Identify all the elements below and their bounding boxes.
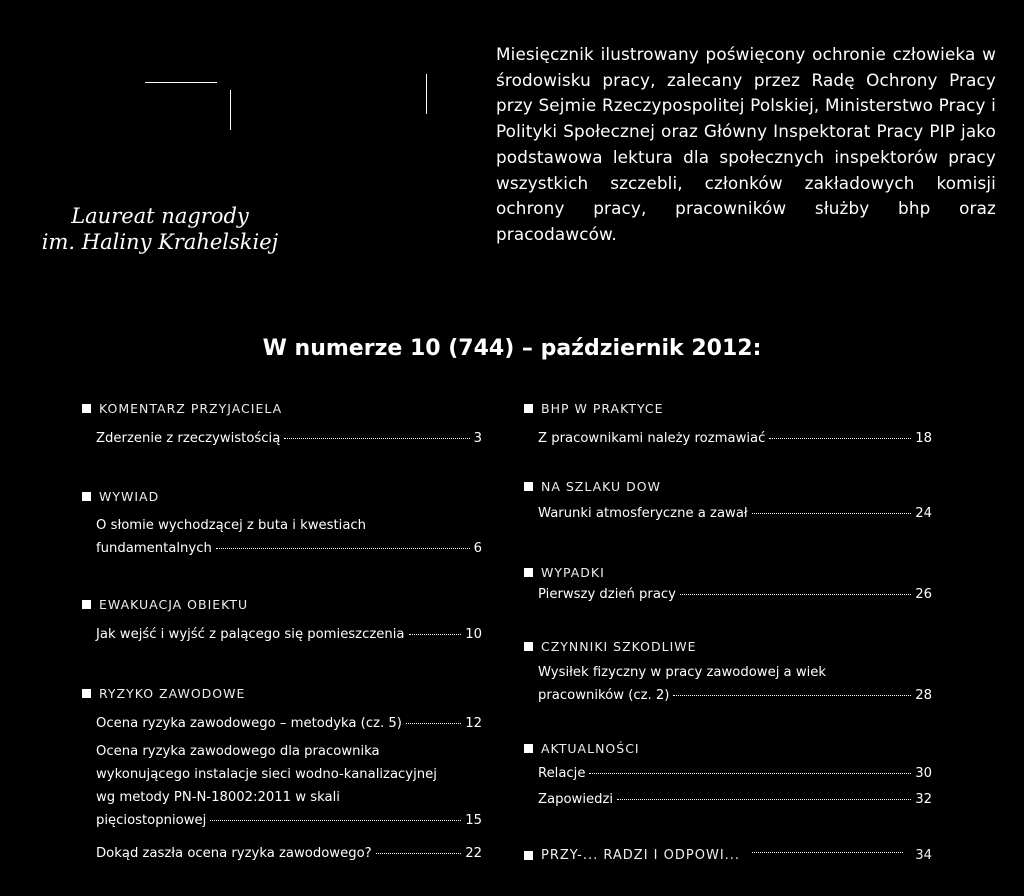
section-title: KOMENTARZ PRZYJACIELA bbox=[99, 400, 283, 416]
bullet-icon bbox=[82, 404, 91, 413]
entry-title: Zapowiedzi bbox=[538, 792, 614, 807]
entry-title: Ocena ryzyka zawodowego – metodyka (cz. 5) bbox=[96, 716, 402, 731]
entry-title: wykonującego instalacje sieci wodno-kanalizacyjnej bbox=[96, 767, 437, 782]
bullet-icon bbox=[524, 404, 533, 413]
toc-entry[interactable] bbox=[96, 514, 482, 560]
entry-title: Pierwszy dzień pracy bbox=[538, 587, 676, 602]
section-title: EWAKUACJA OBIEKTU bbox=[99, 596, 249, 612]
toc-entry[interactable] bbox=[96, 740, 482, 832]
toc-entry[interactable] bbox=[96, 712, 482, 735]
toc-section bbox=[524, 636, 932, 703]
bullet-icon bbox=[82, 600, 91, 609]
bullet-icon bbox=[82, 492, 91, 501]
bullet-icon bbox=[82, 689, 91, 698]
entry-title: Z pracownikami należy rozmawiać bbox=[538, 431, 766, 446]
section-title: RYZYKO ZAWODOWE bbox=[99, 685, 246, 701]
entry-title: Wysiłek fizyczny w pracy zawodowej a wiek bbox=[538, 665, 827, 680]
section-title: NA SZLAKU DOW bbox=[541, 478, 661, 494]
toc-section bbox=[524, 738, 932, 807]
entry-title: pracowników (cz. 2) bbox=[538, 688, 670, 703]
laureate-caption bbox=[40, 203, 280, 255]
bullet-icon bbox=[524, 568, 533, 577]
page-number: 15 bbox=[465, 813, 482, 828]
toc-section bbox=[524, 398, 932, 446]
page-number: 12 bbox=[465, 716, 482, 731]
entry-title: Dokąd zaszła ocena ryzyka zawodowego? bbox=[96, 846, 372, 861]
page-number: 30 bbox=[915, 766, 932, 781]
entry-title: O słomie wychodzącej z buta i kwestiach bbox=[96, 518, 367, 533]
issue-heading: W numerze 10 (744) – październik 2012: bbox=[262, 336, 762, 361]
bullet-icon bbox=[524, 851, 533, 860]
page-number: 6 bbox=[473, 541, 482, 556]
toc-entry[interactable] bbox=[538, 762, 932, 785]
entry-title: Ocena ryzyka zawodowego dla pracownika bbox=[96, 744, 380, 759]
toc-entry[interactable] bbox=[538, 427, 932, 450]
entry-title: Relacje bbox=[538, 766, 586, 781]
page-number: 32 bbox=[915, 792, 932, 807]
toc-entry[interactable] bbox=[538, 788, 932, 811]
entry-title: pięciostopniowej bbox=[96, 813, 207, 828]
page-number: 26 bbox=[915, 587, 932, 602]
toc-entry[interactable] bbox=[538, 583, 932, 606]
laureate-line-2: im. Haliny Krahelskiej bbox=[41, 230, 279, 254]
toc-section bbox=[524, 476, 932, 521]
toc-section[interactable] bbox=[524, 845, 932, 865]
toc-section bbox=[82, 486, 482, 556]
bullet-icon bbox=[524, 482, 533, 491]
toc-section bbox=[82, 683, 482, 861]
entry-title: wg metody PN-N-18002:2011 w skali bbox=[96, 790, 340, 805]
entry-title: Zderzenie z rzeczywistością bbox=[96, 431, 281, 446]
section-title: BHP W PRAKTYCE bbox=[541, 400, 664, 416]
toc-entry[interactable] bbox=[538, 661, 932, 707]
toc-section bbox=[82, 398, 482, 446]
intro-paragraph: Miesięcznik ilustrowany poświęcony ochronie człowieka w środowisku pracy, zalecany przez Radę Ochrony Pracy przy Sejmie Rzeczypospolitej Polskiej, Ministerstwo Pracy i Polityki Społecznej oraz Główny Inspektorat Pracy PIP jako podstawowa lektura dla społecznych inspektorów pracy wszystkich szczebli, członków zakładowych komisji ochrony pracy, pracowników służby bhp oraz pracodawców. bbox=[496, 44, 996, 244]
toc-entry[interactable] bbox=[96, 427, 482, 450]
toc-section bbox=[82, 594, 482, 642]
bullet-icon bbox=[524, 642, 533, 651]
toc-section bbox=[524, 562, 932, 602]
header-rule bbox=[145, 82, 217, 83]
section-title: AKTUALNOŚCI bbox=[541, 740, 640, 756]
right-vertical-rule bbox=[426, 74, 427, 114]
laureate-line-1: Laureat nagrody bbox=[71, 204, 249, 228]
section-title: WYPADKI bbox=[541, 564, 605, 580]
toc-entry[interactable] bbox=[96, 623, 482, 646]
page-number: 10 bbox=[465, 627, 482, 642]
section-title: PRZY-... RADZI I ODPOWI... bbox=[541, 847, 741, 863]
entry-title: Warunki atmosferyczne a zawał bbox=[538, 506, 748, 521]
toc-entry[interactable] bbox=[96, 842, 482, 865]
page-number: 3 bbox=[473, 431, 482, 446]
page-number: 18 bbox=[915, 431, 932, 446]
page-number: 22 bbox=[465, 846, 482, 861]
left-vertical-rule bbox=[230, 90, 231, 130]
page-number: 28 bbox=[915, 688, 932, 703]
page-number: 34 bbox=[915, 847, 932, 863]
toc-entry[interactable] bbox=[538, 502, 932, 525]
bullet-icon bbox=[524, 744, 533, 753]
page-number: 24 bbox=[915, 506, 932, 521]
entry-title: fundamentalnych bbox=[96, 541, 212, 556]
section-title: CZYNNIKI SZKODLIWE bbox=[541, 638, 697, 654]
entry-title: Jak wejść i wyjść z palącego się pomieszczenia bbox=[96, 627, 405, 642]
section-title: WYWIAD bbox=[99, 488, 160, 504]
